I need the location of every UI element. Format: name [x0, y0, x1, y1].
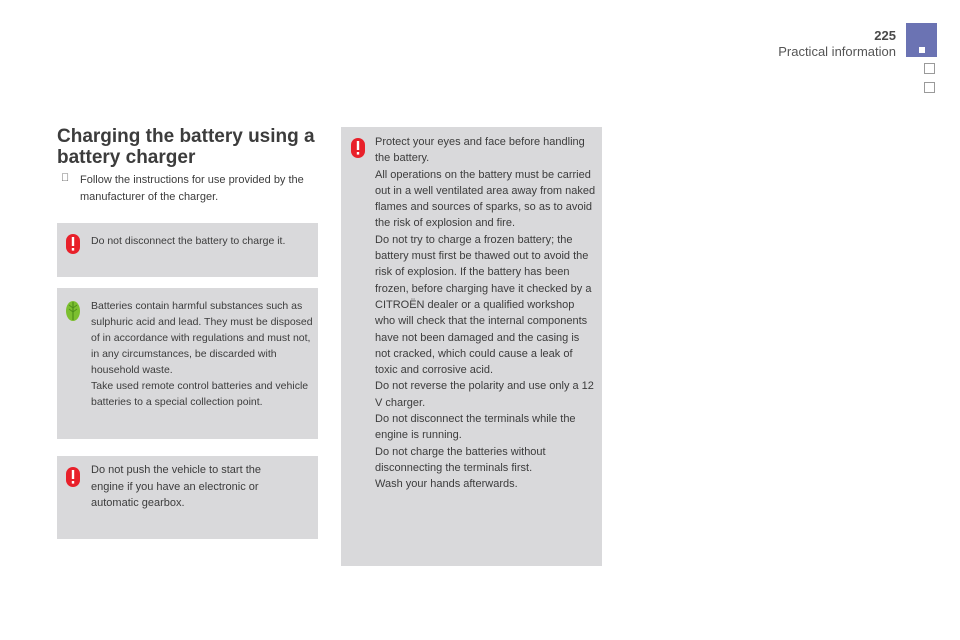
environment-text: Batteries contain harmful substances such as sulphuric acid and lead. They must be disposed of in accordance with regulations and must not, in any circumstances, be discarded with household waste. Take used remote control batteries and vehicle batteries to a special collection point.	[91, 300, 313, 408]
chapter-tab[interactable]	[924, 82, 935, 93]
instruction-step: Follow the instructions for use provided by the manufacturer of the charger.	[80, 174, 304, 203]
environment-note-box	[57, 288, 318, 439]
chapter-tab[interactable]	[924, 63, 935, 74]
section-title: Practical information	[778, 44, 896, 59]
chapter-tab-marker	[919, 47, 925, 53]
warning-note-box	[57, 456, 318, 539]
page-number: 225	[874, 28, 896, 43]
environment-leaf-icon	[65, 300, 81, 322]
warning-icon	[65, 233, 81, 255]
warning-icon	[65, 466, 81, 488]
warning-text: Do not push the vehicle to start the engine if you have an electronic or automatic gearbox.	[91, 464, 261, 509]
chapter-tab-active[interactable]	[906, 23, 937, 57]
checkbox-bullet-icon	[61, 172, 69, 184]
warning-text: Do not disconnect the battery to charge it.	[91, 235, 286, 247]
safety-text: Protect your eyes and face before handling the battery. All operations on the battery must be carried out in a well ventilated area away from naked flames and sources of sparks, so as to avoid the risk of explosion and fire. Do not try to charge a frozen battery; the battery must first be thawed out to avoid the risk of explosion. If the battery has been frozen, before charging have it checked by a CITROËN dealer or a qualified workshop who will check that the internal components have not been damaged and the casing is not cracked, which could cause a leak of toxic and corrosive acid. Do not reverse the polarity and use only a 12 V charger. Do not disconnect the terminals while the engine is running. Do not charge the batteries without disconnecting the terminals first. Wash your hands afterwards.	[375, 136, 596, 491]
warning-note-box	[57, 223, 318, 277]
page-heading: Charging the battery using a battery charger	[57, 126, 315, 168]
safety-warning-box	[341, 127, 602, 566]
warning-icon	[350, 137, 366, 159]
